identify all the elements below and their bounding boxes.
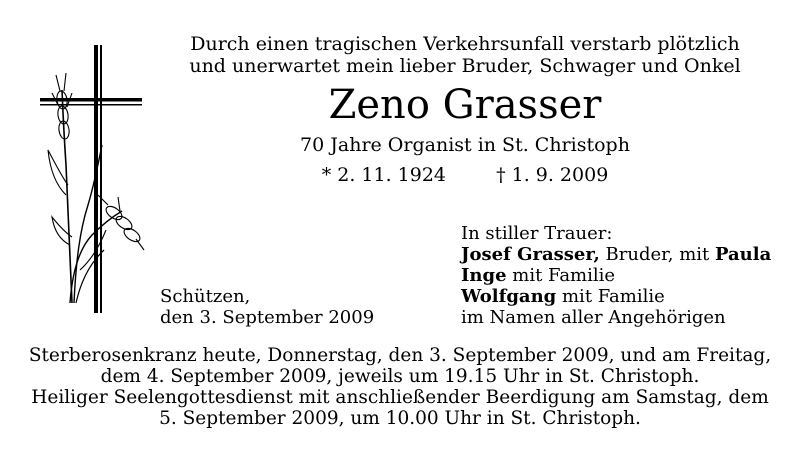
mourner-name: Josef Grasser, bbox=[461, 244, 600, 265]
service-line: dem 4. September 2009, jeweils um 19.15 Uhr in St. Christoph. bbox=[100, 366, 700, 387]
mourner-line: im Namen aller Angehörigen bbox=[461, 307, 726, 328]
mourner-relation: Bruder, mit bbox=[599, 244, 715, 265]
mourner-name: Wolfgang bbox=[461, 286, 557, 307]
intro-line: und unerwartet mein lieber Bruder, Schwager und Onkel bbox=[189, 55, 741, 77]
service-details bbox=[20, 345, 780, 429]
mourner-name: Inge bbox=[461, 265, 507, 286]
intro-line: Durch einen tragischen Verkehrsunfall verstarb plötzlich bbox=[190, 33, 740, 55]
mourner-line bbox=[461, 265, 791, 286]
service-line: Sterberosenkranz heute, Donnerstag, den 3. September 2009, und am Freitag, bbox=[28, 345, 772, 366]
cross-with-wheat-icon bbox=[36, 45, 146, 315]
mourner-relation: mit Familie bbox=[556, 286, 665, 307]
mourners-list bbox=[461, 223, 791, 328]
notice-date: den 3. September 2009 bbox=[160, 307, 375, 328]
deceased-name: Zeno Grasser bbox=[328, 82, 602, 128]
mourner-line bbox=[461, 286, 791, 307]
life-dates bbox=[180, 164, 750, 186]
mourners-heading: In stiller Trauer: bbox=[461, 223, 613, 244]
place: Schützen, bbox=[160, 286, 251, 307]
death-date: † 1. 9. 2009 bbox=[496, 164, 609, 186]
service-line: 5. September 2009, um 10.00 Uhr in St. Christoph. bbox=[159, 408, 641, 429]
intro-text bbox=[180, 33, 750, 77]
mourner-relation: mit Familie bbox=[506, 265, 616, 286]
service-line: Heiliger Seelengottesdienst mit anschließender Beerdigung am Samstag, dem bbox=[31, 387, 769, 408]
deceased-subtitle: 70 Jahre Organist in St. Christoph bbox=[300, 134, 630, 156]
birth-date: * 2. 11. 1924 bbox=[321, 164, 447, 186]
mourner-name: Paula bbox=[714, 244, 772, 265]
mourner-line bbox=[461, 244, 791, 265]
place-and-date bbox=[160, 286, 420, 328]
